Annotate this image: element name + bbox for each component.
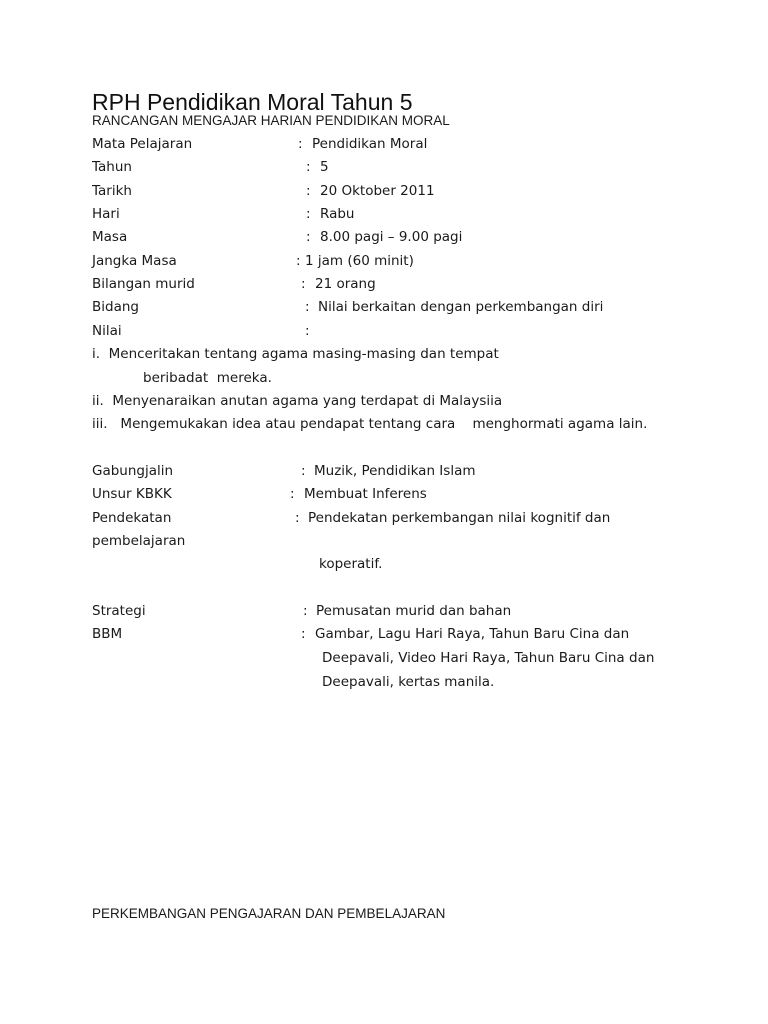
field-label-bbm: BBM [92, 626, 123, 642]
field-label-mata-pelajaran: Mata Pelajaran [92, 136, 193, 152]
field-value-bbm-line3: Deepavali, kertas manila. [322, 674, 495, 690]
field-value-tahun: 5 [320, 159, 329, 175]
field-label-bidang: Bidang [92, 299, 139, 315]
field-label-tahun: Tahun [92, 159, 132, 175]
field-label-jangka-masa: Jangka Masa [92, 253, 177, 269]
field-value-bilangan-murid: 21 orang [315, 276, 376, 292]
field-value-jangka-masa: 1 jam (60 minit) [305, 253, 414, 269]
field-label-tarikh: Tarikh [92, 183, 132, 199]
field-sep-mata-pelajaran: : [298, 136, 303, 152]
field-label-bilangan-murid: Bilangan murid [92, 276, 195, 292]
objective-item-continuation: beribadat mereka. [143, 370, 272, 386]
field-value-pendekatan-continuation: koperatif. [319, 556, 383, 572]
field-sep-gabungjalin: : [301, 463, 306, 479]
objective-item: i. Menceritakan tentang agama masing-masing dan tempat [92, 346, 499, 362]
field-sep-hari: : [306, 206, 311, 222]
field-sep-tarikh: : [306, 183, 311, 199]
field-label-gabungjalin: Gabungjalin [92, 463, 174, 479]
field-sep-masa: : [306, 229, 311, 245]
field-value-pendekatan: Pendekatan perkembangan nilai kognitif dan [308, 510, 611, 526]
field-label-nilai: Nilai [92, 323, 122, 339]
field-value-bidang: Nilai berkaitan dengan perkembangan diri [318, 299, 604, 315]
field-label-hari: Hari [92, 206, 120, 222]
field-label-unsur-kbkk: Unsur KBKK [92, 486, 172, 502]
field-value-mata-pelajaran: Pendidikan Moral [312, 136, 428, 152]
field-sep-unsur-kbkk: : [290, 486, 295, 502]
page-title: RPH Pendidikan Moral Tahun 5 [92, 89, 413, 115]
field-sep-tahun: : [306, 159, 311, 175]
field-sep-strategi: : [303, 603, 308, 619]
field-value-tarikh: 20 Oktober 2011 [320, 183, 435, 199]
field-value-unsur-kbkk: Membuat Inferens [304, 486, 427, 502]
field-value-bbm-line2: Deepavali, Video Hari Raya, Tahun Baru Cina dan [322, 650, 655, 666]
field-value-bbm: Gambar, Lagu Hari Raya, Tahun Baru Cina dan [315, 626, 630, 642]
field-sep-bidang: : [305, 299, 310, 315]
section-heading: PERKEMBANGAN PENGAJARAN DAN PEMBELAJARAN [92, 906, 446, 921]
field-sep-pendekatan: : [295, 510, 300, 526]
objective-item: ii. Menyenaraikan anutan agama yang terdapat di Malaysiia [92, 393, 503, 409]
field-sep-bbm: : [301, 626, 306, 642]
field-value-hari: Rabu [320, 206, 355, 222]
field-label-pendekatan-continuation: pembelajaran [92, 533, 186, 549]
field-sep-nilai: : [305, 323, 310, 339]
field-sep-jangka-masa: : [296, 253, 301, 269]
field-value-gabungjalin: Muzik, Pendidikan Islam [314, 463, 476, 479]
field-value-masa: 8.00 pagi – 9.00 pagi [320, 229, 463, 245]
document-subtitle: RANCANGAN MENGAJAR HARIAN PENDIDIKAN MORAL [92, 113, 450, 128]
objective-item: iii. Mengemukakan idea atau pendapat tentang cara menghormati agama lain. [92, 416, 648, 432]
field-label-strategi: Strategi [92, 603, 146, 619]
field-sep-bilangan-murid: : [301, 276, 306, 292]
field-label-pendekatan: Pendekatan [92, 510, 172, 526]
field-value-strategi: Pemusatan murid dan bahan [316, 603, 512, 619]
field-label-masa: Masa [92, 229, 128, 245]
